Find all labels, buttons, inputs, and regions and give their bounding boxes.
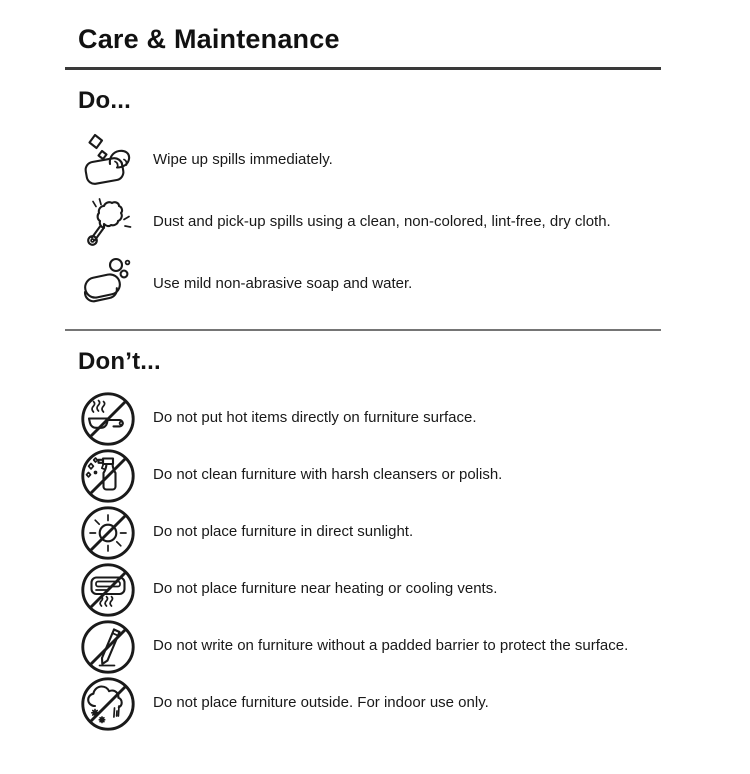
soap-icon [79,255,137,313]
list-item [65,618,661,675]
do-section [65,87,661,315]
list-item [65,675,661,732]
list-item [65,390,661,447]
dont-heading: Don’t... [78,348,161,375]
do-item-text: Use mild non-abrasive soap and water. [153,274,413,292]
no-direct-sunlight-icon [79,504,137,562]
dont-item-text: Do not clean furniture with harsh cleansers or polish. [153,466,503,484]
duster-icon [79,193,137,251]
dont-item-text: Do not place furniture in direct sunlight. [153,523,414,541]
no-outdoor-icon [79,675,137,733]
do-heading: Do... [78,87,131,114]
list-item [65,191,661,253]
list-item [65,253,661,315]
list-item [65,129,661,191]
dont-item-text: Do not put hot items directly on furniture surface. [153,409,477,427]
title-divider [65,67,661,70]
dont-item-text: Do not place furniture near heating or cooling vents. [153,580,498,598]
do-item-text: Wipe up spills immediately. [153,150,333,168]
page-title: Care & Maintenance [78,24,340,54]
wipe-spills-icon [79,131,137,189]
do-item-text: Dust and pick-up spills using a clean, non-colored, lint-free, dry cloth. [153,212,611,230]
dont-section [65,348,661,732]
list-item [65,447,661,504]
list-item [65,561,661,618]
dont-item-text: Do not write on furniture without a padded barrier to protect the surface. [153,637,629,655]
no-vents-icon [79,561,137,619]
no-hot-items-icon [79,390,137,448]
list-item [65,504,661,561]
dont-item-text: Do not place furniture outside. For indoor use only. [153,694,489,712]
care-maintenance-page [65,24,661,732]
section-divider [65,329,661,331]
no-harsh-cleansers-icon [79,447,137,505]
no-writing-icon [79,618,137,676]
